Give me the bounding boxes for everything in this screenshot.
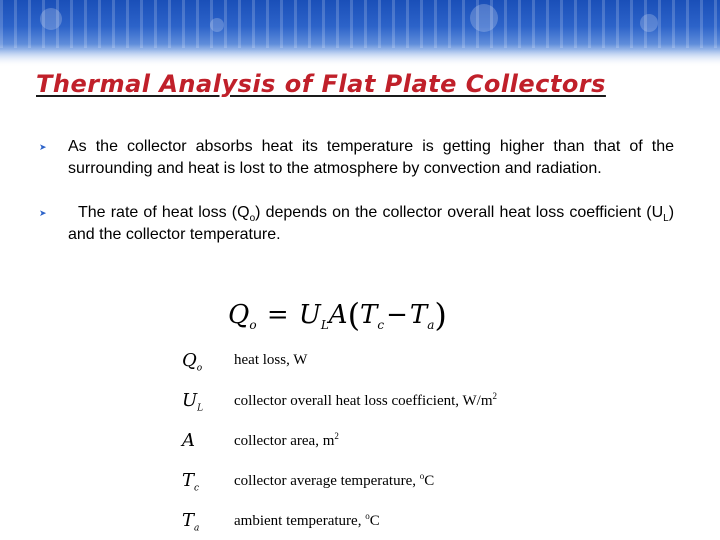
description-superscript: 2	[492, 390, 498, 401]
bullet-list	[34, 136, 674, 246]
banner-bubble	[640, 14, 658, 32]
eq-operator: −	[386, 300, 408, 330]
symbol-subscript: L	[197, 403, 204, 414]
slide-title: Thermal Analysis of Flat Plate Collectors	[36, 70, 606, 98]
banner-stripes	[0, 0, 720, 48]
eq-subscript: c	[377, 318, 385, 333]
variable-description: heat loss, W	[234, 351, 308, 368]
variable-row	[178, 380, 497, 420]
eq-symbol: T	[409, 300, 428, 330]
variable-row	[178, 460, 497, 500]
eq-subscript: o	[249, 318, 257, 333]
description-superscript: 2	[334, 430, 339, 441]
bullet-text: ) and the collector temperature.	[68, 204, 675, 243]
bullet-text: As the collector absorbs heat its temperature is getting higher than that of the surrounding and heat is lost to the atmosphere by convection and radiation.	[68, 138, 674, 177]
symbol-letter: T	[182, 469, 195, 491]
bullet-text: The rate of heat loss (Q	[78, 204, 250, 221]
variable-description	[234, 511, 380, 530]
eq-paren: )	[434, 296, 447, 334]
description-superscript: o	[419, 470, 425, 481]
symbol-letter: T	[182, 509, 195, 531]
eq-symbol: A	[328, 300, 348, 330]
banner-bubble	[210, 18, 224, 32]
variable-symbol	[178, 389, 234, 414]
description-unit: C	[369, 512, 380, 529]
variable-row	[178, 340, 497, 380]
symbol-letter: A	[182, 429, 195, 451]
eq-symbol: Q	[228, 300, 250, 330]
header-banner	[0, 0, 720, 66]
bullet-item	[34, 136, 674, 180]
eq-paren: (	[347, 296, 361, 334]
description-unit: C	[424, 472, 435, 489]
variable-symbol	[178, 430, 234, 451]
description-text: ambient temperature,	[234, 512, 366, 529]
banner-bubble	[40, 8, 62, 30]
variable-row	[178, 420, 497, 460]
bullet-subscript: o	[249, 213, 256, 225]
description-text: collector average temperature,	[234, 472, 420, 489]
variable-symbol	[178, 469, 234, 494]
bullet-item	[34, 202, 674, 246]
symbol-subscript: c	[194, 483, 200, 494]
eq-subscript: L	[320, 318, 329, 333]
variable-row	[178, 500, 497, 540]
heat-loss-equation	[228, 296, 447, 334]
variable-symbol	[178, 349, 234, 374]
symbol-letter: Q	[182, 349, 197, 371]
bullet-subscript: L	[663, 213, 669, 225]
variable-description	[234, 431, 339, 450]
arrow-bullet-icon: ➤	[39, 208, 47, 218]
variable-symbol	[178, 509, 234, 534]
bullet-text: ) depends on the collector overall heat loss coefficient (U	[255, 204, 664, 221]
banner-glow	[0, 44, 720, 66]
variable-description	[234, 471, 434, 490]
description-text: collector area, m	[234, 432, 335, 449]
variable-definitions	[178, 340, 497, 540]
arrow-bullet-icon: ➤	[39, 142, 47, 152]
description-text: collector overall heat loss coefficient, W/m	[234, 392, 493, 409]
eq-symbol: T	[360, 300, 378, 330]
banner-bubble	[470, 4, 498, 32]
variable-description	[234, 391, 497, 410]
symbol-letter: U	[182, 389, 198, 411]
symbol-subscript: o	[196, 363, 203, 374]
eq-subscript: a	[427, 318, 435, 333]
eq-operator: =	[266, 300, 289, 330]
eq-symbol: U	[298, 300, 321, 330]
symbol-subscript: a	[194, 523, 200, 534]
description-superscript: o	[365, 510, 370, 521]
